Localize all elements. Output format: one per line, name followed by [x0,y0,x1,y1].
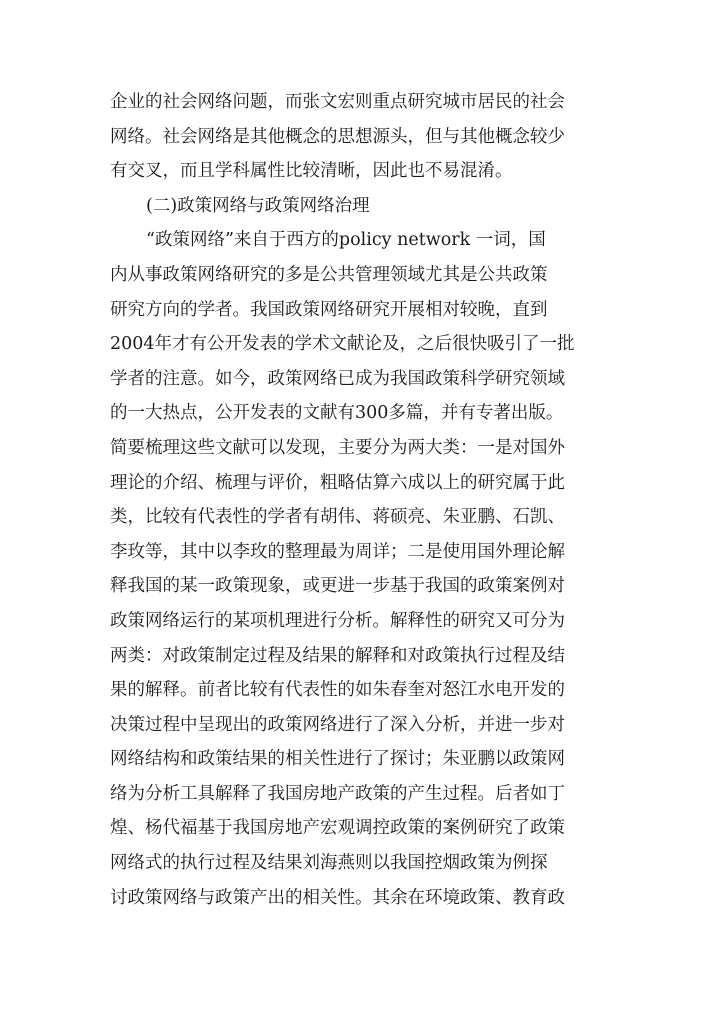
text-line: 简要梳理这些文献可以发现，主要分为两大类：一是对国外 [110,437,565,458]
body-text [110,85,610,915]
text-line: 煌、杨代福基于我国房地产宏观调控政策的案例研究了政策 [110,818,565,839]
text-line: 络为分析工具解释了我国房地产政策的产生过程。后者如丁 [110,783,565,804]
text-line: 学者的注意。如今，政策网络已成为我国政策科学研究领域 [110,368,565,389]
text-line: 网络。社会网络是其他概念的思想源头，但与其他概念较少 [110,126,565,147]
text-line: 决策过程中呈现出的政策网络进行了深入分析，并进一步对 [110,714,565,735]
section-heading: (二)政策网络与政策网络治理 [146,195,370,216]
text-line: 2004年才有公开发表的学术文献论及，之后很快吸引了一批 [110,334,575,355]
text-line: 有交叉，而且学科属性比较清晰，因此也不易混淆。 [110,161,513,182]
text-line: 讨政策网络与政策产出的相关性。其余在环境政策、教育政 [110,887,565,908]
text-line: 企业的社会网络问题，而张文宏则重点研究城市居民的社会 [110,92,565,112]
text-line: 网络式的执行过程及结果刘海燕则以我国控烟政策为例探 [110,853,548,874]
text-line: 研究方向的学者。我国政策网络研究开展相对较晚，直到 [110,299,548,320]
text-line: 政策网络运行的某项机理进行分析。解释性的研究又可分为 [110,610,565,631]
text-line: 的一大热点，公开发表的文献有300多篇，并有专著出版。 [110,403,564,424]
text-line: 李玫等，其中以李玫的整理最为周详；二是使用国外理论解 [110,541,565,562]
text-line: 两类：对政策制定过程及结果的解释和对政策执行过程及结 [110,645,565,666]
text-line: 理论的介绍、梳理与评价，粗略估算六成以上的研究属于此 [110,472,565,493]
text-line: 网络结构和政策结果的相关性进行了探讨；朱亚鹏以政策网 [110,749,565,770]
text-line: 内从事政策网络研究的多是公共管理领域尤其是公共政策 [110,264,548,285]
text-line: 果的解释。前者比较有代表性的如朱春奎对怒江水电开发的 [110,680,565,701]
text-line: “政策网络”来自于西方的policy network 一词，国 [146,230,546,251]
text-line: 类，比较有代表性的学者有胡伟、蒋硕亮、朱亚鹏、石凯、 [110,507,565,528]
text-line: 释我国的某一政策现象，或更进一步基于我国的政策案例对 [110,576,565,597]
